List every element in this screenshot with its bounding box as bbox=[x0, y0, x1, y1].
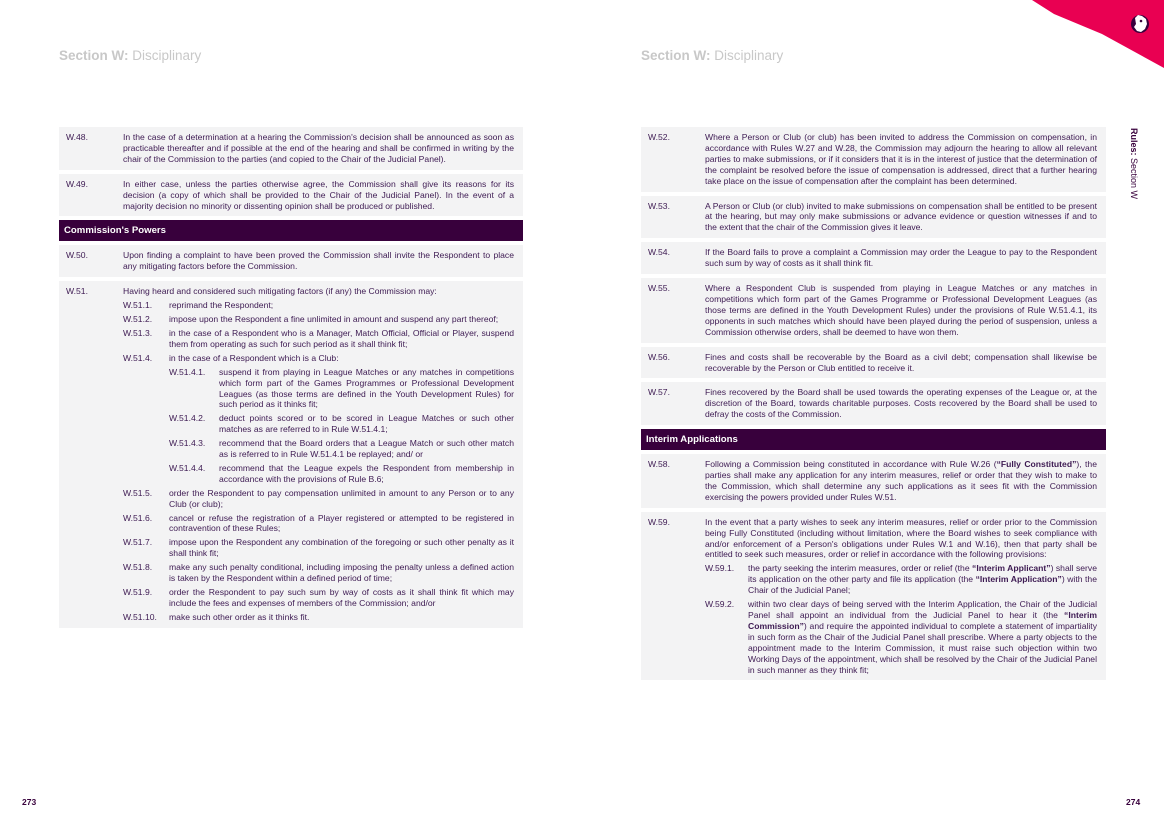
sub-rule bbox=[123, 612, 514, 623]
rule-w50 bbox=[59, 245, 523, 277]
sub-rule-text: order the Respondent to pay compensation unlimited in amount to any Person or to any Club (or club); bbox=[169, 487, 514, 509]
text-part: ) and require the appointed individual to complete a statement of impartiality in such form as the Chair of the Judicial Panel shall prescribe. Where a party objects to the appointment made to the Interim Commission, it must raise such objection within two Working Days of the appointment, which shall be resolved by the Chair of the Judicial Panel in such manner as they think fit; bbox=[748, 620, 1097, 675]
rule-intro: In the event that a party wishes to seek any interim measures, relief or order prior to the Commission being Fully Constituted (including without limitation, where the Board wishes to seek compliance with and/or enforcement of a Person's obligations under Rules W.1 and W.16), then that party shall be entitled to seek such measures, order or relief in accordance with the following provisions: bbox=[705, 516, 1097, 560]
rule-number: W.49. bbox=[66, 178, 88, 189]
sub-sub-rule-number: W.51.4.2. bbox=[169, 413, 206, 424]
rule-w59 bbox=[641, 512, 1106, 681]
rule-text: Upon finding a complaint to have been proved the Commission shall invite the Respondent to place any mitigating factors before the Commission. bbox=[123, 250, 514, 272]
rule-w52 bbox=[641, 127, 1106, 192]
rule-number: W.55. bbox=[648, 283, 670, 294]
rule-body bbox=[705, 517, 1097, 676]
sub-rule-text: impose upon the Respondent a fine unlimited in amount and suspend any part thereof; bbox=[169, 314, 499, 325]
rule-text: In either case, unless the parties otherwise agree, the Commission shall give its reasons for its decision (a copy of which shall be provided to the Chair of the Judicial Panel). In the event of a majority decision no minority or dissenting opinion shall be produced or published. bbox=[123, 178, 514, 211]
rule-text: Fines and costs shall be recoverable by the Board as a civil debt; compensation shall likewise be recoverable by the Person or Club entitled to receive it. bbox=[705, 351, 1097, 373]
rule-text: If the Board fails to prove a complaint a Commission may order the League to pay to the Respondent such sum by way of costs as it shall think fit. bbox=[705, 247, 1097, 269]
sub-sub-rule-number: W.51.4.4. bbox=[169, 462, 206, 473]
defined-term: “Interim Application” bbox=[975, 574, 1062, 585]
rule-number: W.54. bbox=[648, 247, 670, 258]
sub-rule-number: W.51.6. bbox=[123, 512, 153, 523]
side-label-bold: Rules: bbox=[1129, 128, 1139, 156]
sub-rule-text: make any such penalty conditional, including imposing the penalty unless a defined action is taken by the Respondent within a defined period of time; bbox=[169, 562, 514, 584]
sub-rule bbox=[123, 488, 514, 510]
sub-sub-rule-text: recommend that the Board orders that a League Match or such other match as is referred to in Rule W.51.4.1 be replayed; and/ or bbox=[219, 438, 514, 460]
left-page-number: 273 bbox=[22, 797, 37, 807]
section-header-commission-powers: Commission's Powers bbox=[59, 220, 523, 241]
rule-text: In the case of a determination at a hearing the Commission's decision shall be announced as soon as practicable thereafter and if possible at the end of the hearing and shall be confirmed in writing by the chair of the Commission to the parties (and copied to the Chair of the Judicial Panel). bbox=[123, 132, 514, 164]
rule-text bbox=[705, 459, 1097, 503]
sub-rule-text: in the case of a Respondent who is a Manager, Match Official, Official or Player, suspend them from operating as such for such period as it shall think fit; bbox=[169, 327, 514, 349]
sub-sub-rule bbox=[169, 367, 514, 411]
sub-rule-number: W.59.1. bbox=[705, 563, 735, 574]
sub-rule-number: W.51.10. bbox=[123, 611, 157, 622]
rule-w57 bbox=[641, 382, 1106, 425]
sub-sub-rule bbox=[169, 413, 514, 435]
sub-rule bbox=[123, 300, 514, 311]
sub-rule bbox=[123, 513, 514, 535]
sub-sub-rule-text: recommend that the League expels the Respondent from membership in accordance with the provisions of Rule B.6; bbox=[219, 462, 514, 484]
defined-term: “Interim Commission” bbox=[748, 610, 1097, 631]
sub-rule-text: in the case of a Respondent which is a Club: bbox=[169, 352, 339, 363]
sub-sub-rule-text: deduct points scored or to be scored in League Matches or such other matches as are referred to in Rule W.51.4.1; bbox=[219, 413, 514, 435]
sub-rule-text bbox=[748, 599, 1097, 675]
sub-sub-rule bbox=[169, 463, 514, 485]
rule-number: W.48. bbox=[66, 132, 88, 142]
rule-number: W.52. bbox=[648, 132, 670, 142]
rule-w58 bbox=[641, 454, 1106, 508]
sub-rule bbox=[123, 314, 514, 325]
sub-rule-w59-1 bbox=[705, 563, 1097, 596]
rule-number: W.56. bbox=[648, 351, 670, 362]
sub-rule-number: W.51.3. bbox=[123, 327, 153, 338]
side-label-rest: Section W bbox=[1129, 155, 1139, 200]
rule-w54 bbox=[641, 242, 1106, 274]
sub-rule-text: cancel or refuse the registration of a Player registered or attempted to be registered in contravention of these Rules; bbox=[169, 512, 514, 534]
text-part: Following a Commission being constituted in accordance with Rule W.26 ( bbox=[705, 459, 997, 470]
text-part: ) with the Chair of the Judicial Panel; bbox=[748, 574, 1097, 596]
left-page-heading bbox=[59, 48, 201, 63]
sub-sub-rule-number: W.51.4.1. bbox=[169, 366, 206, 377]
rule-w53 bbox=[641, 196, 1106, 239]
rule-number: W.58. bbox=[648, 459, 670, 470]
sub-rule-number: W.51.1. bbox=[123, 300, 153, 311]
rule-text: Where a Person or Club (or club) has been invited to address the Commission on compensation, in accordance with Rules W.27 and W.28, the Commission may adjourn the hearing to allow all relevant parties to make submissions, or if it considers that it is in the interest of justice that the determination of the complaint be resolved before the issue of compensation is addressed, direct that a further hearing take place on the issue of compensation after the complaint has been determined. bbox=[705, 132, 1097, 186]
rule-body bbox=[123, 286, 514, 622]
left-column bbox=[59, 127, 523, 632]
sub-rule-number: W.51.7. bbox=[123, 537, 153, 548]
sub-rule-number: W.51.5. bbox=[123, 487, 153, 498]
right-page-number: 274 bbox=[1126, 797, 1141, 807]
sub-rule-number: W.51.9. bbox=[123, 587, 153, 597]
sub-rule bbox=[123, 353, 514, 364]
lion-crest-icon bbox=[1131, 15, 1149, 33]
rule-number: W.50. bbox=[66, 250, 88, 261]
heading-section-label: Section W: bbox=[59, 48, 129, 63]
right-page-heading bbox=[641, 48, 783, 63]
rule-w49 bbox=[59, 174, 523, 217]
rule-w56 bbox=[641, 347, 1106, 379]
sub-rule-number: W.51.8. bbox=[123, 562, 153, 573]
text-part: ) shall serve its application on the other party and file its application (the bbox=[748, 563, 1097, 585]
rule-number: W.53. bbox=[648, 200, 670, 211]
sub-rule bbox=[123, 537, 514, 559]
defined-term: “Fully Constituted” bbox=[996, 459, 1077, 470]
text-part: within two clear days of being served with the Interim Application, the Chair of the Judicial Panel shall appoint an individual from the Judicial Panel to hear it (the bbox=[748, 599, 1097, 620]
sub-rule bbox=[123, 587, 514, 609]
rule-w51 bbox=[59, 281, 523, 627]
sub-sub-rule-text: suspend it from playing in League Matches or any matches in competitions which form part of the Games Programmes or Professional Development Leagues (as those terms are defined in the Youth Development Rules) for such period as it thinks fit; bbox=[219, 366, 514, 410]
rule-text: Fines recovered by the Board shall be used towards the operating expenses of the League or, at the discretion of the Board, towards charitable purposes. Costs recovered by the Board shall be used to defray the costs of the Commission. bbox=[705, 387, 1097, 420]
sub-sub-rule-number: W.51.4.3. bbox=[169, 438, 206, 449]
rule-text: A Person or Club (or club) invited to make submissions on compensation shall be entitled to be present at the hearing, but may only make submissions or advance evidence or question witnesses if and to the extent that the chair of the Commission gives it leave. bbox=[705, 200, 1097, 233]
rule-w55 bbox=[641, 278, 1106, 343]
sub-sub-rule bbox=[169, 438, 514, 460]
text-part: the party seeking the interim measures, order or relief (the bbox=[748, 563, 973, 574]
rule-number: W.57. bbox=[648, 387, 670, 398]
section-header-interim-applications: Interim Applications bbox=[641, 429, 1106, 450]
sub-rule-number: W.59.2. bbox=[705, 599, 735, 610]
sub-rule-w59-2 bbox=[705, 599, 1097, 675]
heading-section-label: Section W: bbox=[641, 48, 711, 63]
rule-intro: Having heard and considered such mitigating factors (if any) the Commission may: bbox=[123, 286, 437, 297]
heading-section-name: Disciplinary bbox=[128, 48, 202, 63]
rule-number: W.51. bbox=[66, 286, 88, 297]
sub-rule bbox=[123, 328, 514, 350]
sub-rule-text: impose upon the Respondent any combination of the foregoing or such other penalty as it shall think fit; bbox=[169, 537, 514, 559]
sub-rule-text: order the Respondent to pay such sum by way of costs as it shall think fit which may include the fees and expenses of members of the Commission; and/or bbox=[169, 587, 514, 608]
right-column bbox=[641, 127, 1106, 684]
corner-ribbon bbox=[1014, 0, 1164, 70]
sub-rule-text: make such other order as it thinks fit. bbox=[169, 611, 310, 622]
rule-w48 bbox=[59, 127, 523, 170]
sub-rule-text bbox=[748, 563, 1097, 596]
side-rules-label bbox=[1129, 128, 1139, 199]
rule-text: Where a Respondent Club is suspended from playing in League Matches or any matches in competitions which form part of the Games Programme or Professional Development Leagues (as those terms are defined in the Youth Development Rules) under the provisions of Rule W.51.4.1, its opponents in such matches which should have been played during the period of suspension, unless a Commission otherwise orders, shall be deemed to have won them. bbox=[705, 283, 1097, 337]
heading-section-name: Disciplinary bbox=[710, 48, 784, 63]
defined-term: “Interim Applicant” bbox=[972, 563, 1051, 574]
sub-rule-number: W.51.2. bbox=[123, 314, 153, 325]
sub-rule-number: W.51.4. bbox=[123, 352, 153, 363]
sub-rule-text: reprimand the Respondent; bbox=[169, 300, 274, 311]
text-part: ), the parties shall make any application for any interim measures, relief or order that they wish to make to the Commission, which shall determine any such applications as it sees fit with the Commission exercising the powers provided under Rules W.51. bbox=[705, 459, 1097, 502]
rule-number: W.59. bbox=[648, 516, 670, 527]
sub-rule bbox=[123, 562, 514, 584]
